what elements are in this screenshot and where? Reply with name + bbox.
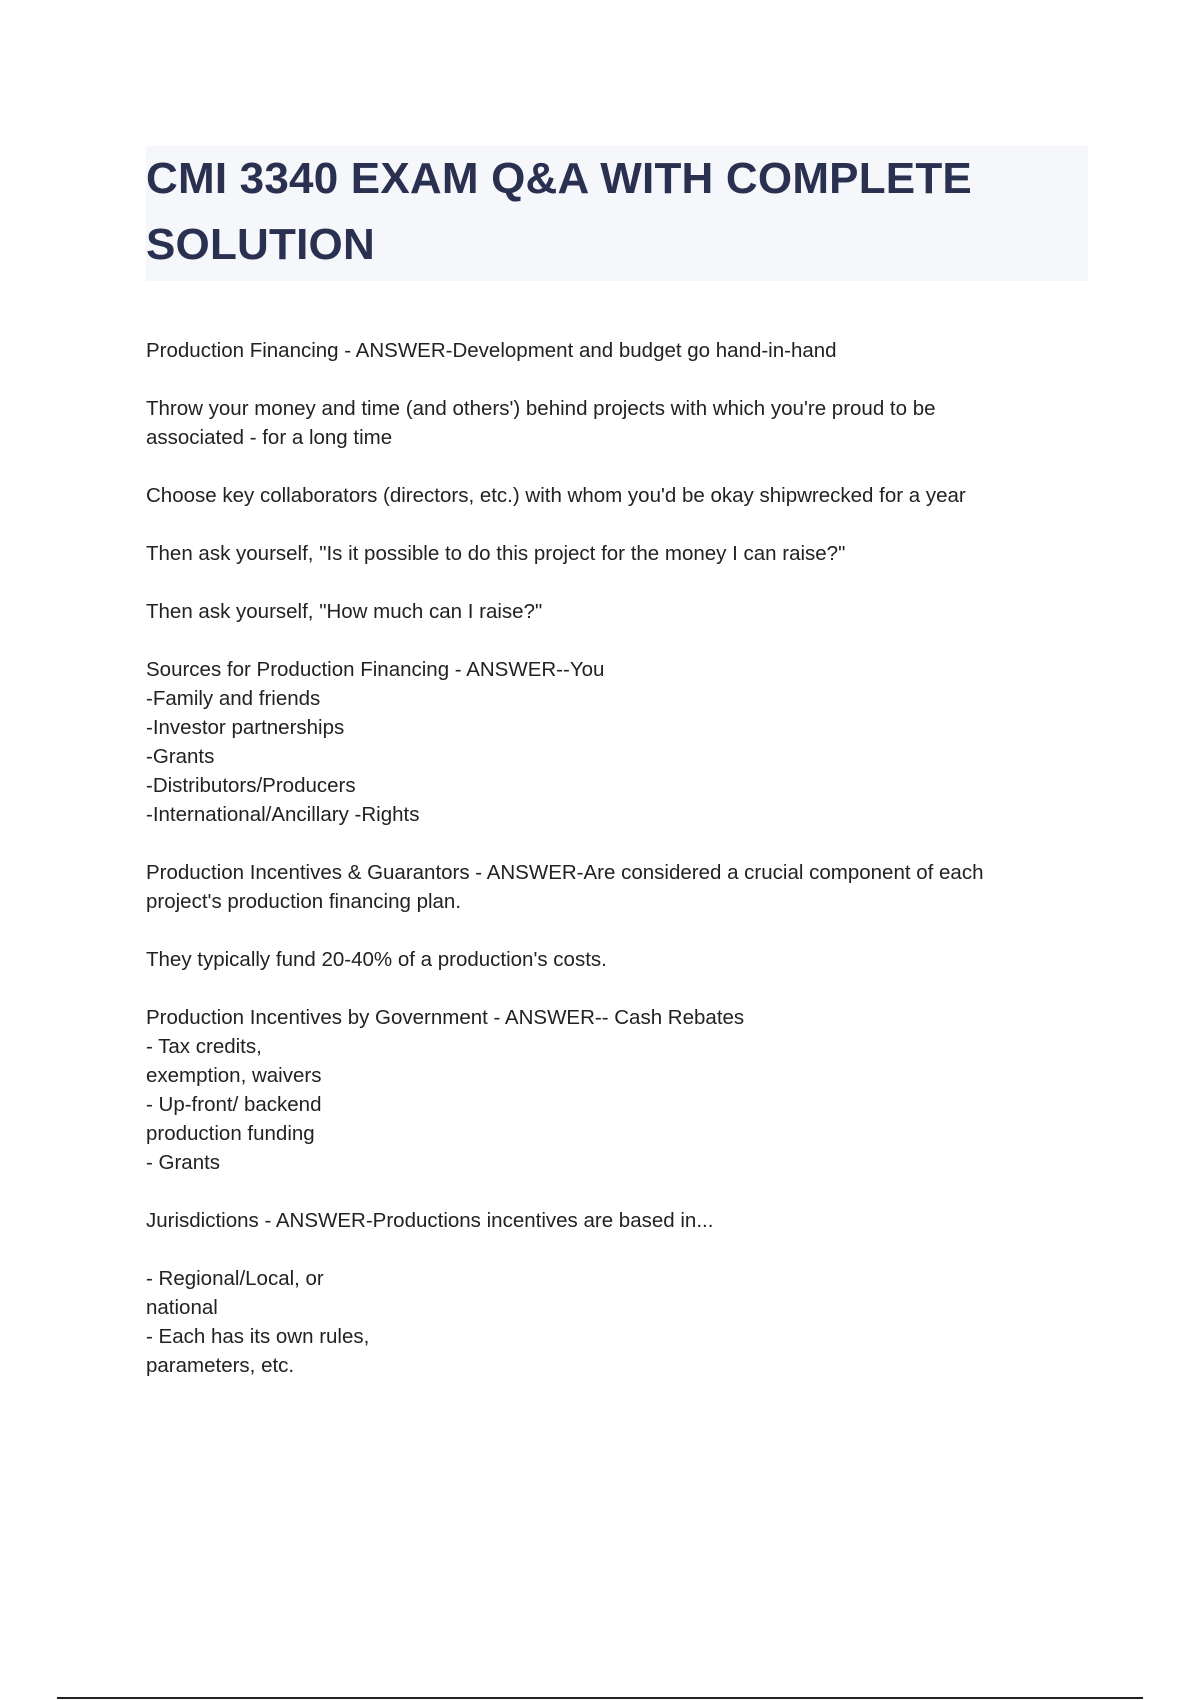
qa-sources-financing: Sources for Production Financing - ANSWER--You -Family and friends -Investor partnerships -Grants -Distributors/Producers -International/Ancillary -Rights <box>146 658 605 826</box>
paragraph-fund-percentage: They typically fund 20-40% of a production's costs. <box>146 948 607 971</box>
paragraph-possible-question: Then ask yourself, "Is it possible to do this project for the money I can raise?" <box>146 542 846 565</box>
document-title: CMI 3340 EXAM Q&A WITH COMPLETE SOLUTION <box>146 154 972 269</box>
qa-incentives-government: Production Incentives by Government - ANSWER-- Cash Rebates - Tax credits, exemption, waivers - Up-front/ backend production funding - Grants <box>146 1006 745 1174</box>
document-body <box>146 336 1086 1409</box>
qa-production-financing: Production Financing - ANSWER-Development and budget go hand-in-hand <box>146 339 837 362</box>
qa-incentives-guarantors: Production Incentives & Guarantors - ANSWER-Are considered a crucial component of each project's production financing plan. <box>146 861 984 913</box>
paragraph-throw-money: Throw your money and time (and others') behind projects with which you're proud to be associated - for a long time <box>146 397 936 449</box>
list-jurisdiction-details: - Regional/Local, or national - Each has its own rules, parameters, etc. <box>146 1267 370 1377</box>
paragraph-how-much-question: Then ask yourself, "How much can I raise?" <box>146 600 543 623</box>
footer-divider <box>57 1697 1143 1699</box>
paragraph-collaborators: Choose key collaborators (directors, etc.) with whom you'd be okay shipwrecked for a year <box>146 484 966 507</box>
title-block <box>146 146 1088 281</box>
qa-jurisdictions: Jurisdictions - ANSWER-Productions incentives are based in... <box>146 1209 714 1232</box>
